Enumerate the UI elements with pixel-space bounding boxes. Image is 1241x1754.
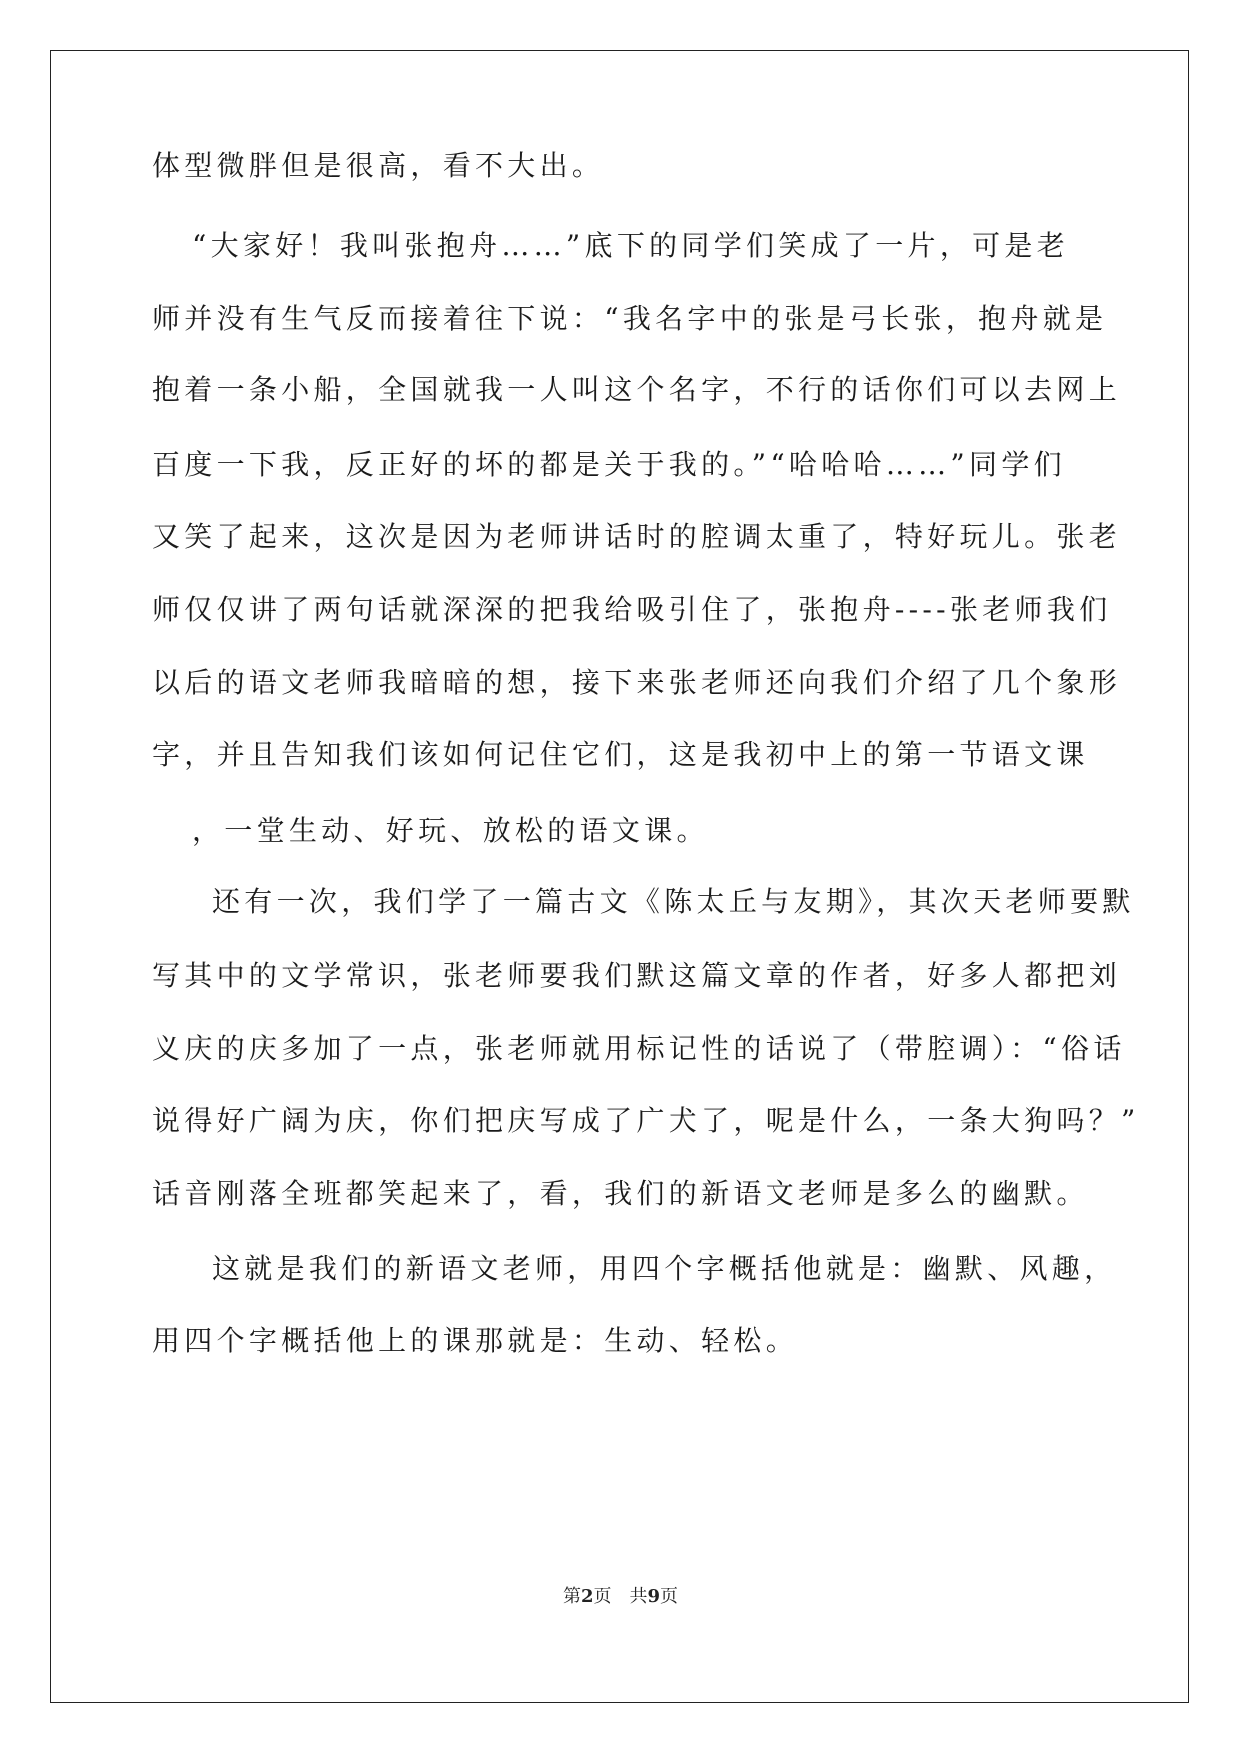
text-line: 师仅仅讲了两句话就深深的把我给吸引住了，张抱舟----张老师我们 (152, 593, 1112, 626)
page-number-footer (0, 1585, 1241, 1609)
total-page-number: 9 (647, 1586, 661, 1607)
text-line: 还有一次，我们学了一篇古文《陈太丘与友期》，其次天老师要默 (212, 885, 1135, 918)
page-suffix: 页 (660, 1586, 679, 1607)
text-line: 以后的语文老师我暗暗的想，接下来张老师还向我们介绍了几个象形 (152, 666, 1122, 699)
text-line: 话音刚落全班都笑起来了，看，我们的新语文老师是多么的幽默。 (152, 1177, 1089, 1210)
text-line: 用四个字概括他上的课那就是：生动、轻松。 (152, 1324, 799, 1357)
text-line: 义庆的庆多加了一点，张老师就用标记性的话说了（带腔调）：“俗话 (152, 1032, 1126, 1065)
text-line: 说得好广阔为庆，你们把庆写成了广犬了，呢是什么，一条大狗吗？” (152, 1104, 1140, 1137)
text-line: “大家好！我叫张抱舟……”底下的同学们笑成了一片，可是老 (192, 229, 1070, 262)
page-border (50, 50, 1189, 1703)
text-line: 师并没有生气反而接着往下说：“我名字中的张是弓长张，抱舟就是 (152, 302, 1108, 335)
text-line: 体型微胖但是很高，看不大出。 (152, 149, 605, 182)
text-line: 字，并且告知我们该如何记住它们，这是我初中上的第一节语文课 (152, 738, 1089, 771)
current-page-number: 2 (580, 1586, 594, 1607)
page-prefix: 第 (562, 1586, 581, 1607)
page-mid: 页 共 (593, 1586, 648, 1607)
text-line: ，一堂生动、好玩、放松的语文课。 (192, 814, 709, 847)
text-line: 又笑了起来，这次是因为老师讲话时的腔调太重了，特好玩儿。张老 (152, 520, 1122, 553)
text-line: 这就是我们的新语文老师，用四个字概括他就是：幽默、风趣， (212, 1252, 1117, 1285)
text-line: 写其中的文学常识，张老师要我们默这篇文章的作者，好多人都把刘 (152, 959, 1122, 992)
text-line: 百度一下我，反正好的坏的都是关于我的。”“哈哈哈……”同学们 (152, 448, 1066, 481)
text-line: 抱着一条小船，全国就我一人叫这个名字，不行的话你们可以去网上 (152, 373, 1122, 406)
